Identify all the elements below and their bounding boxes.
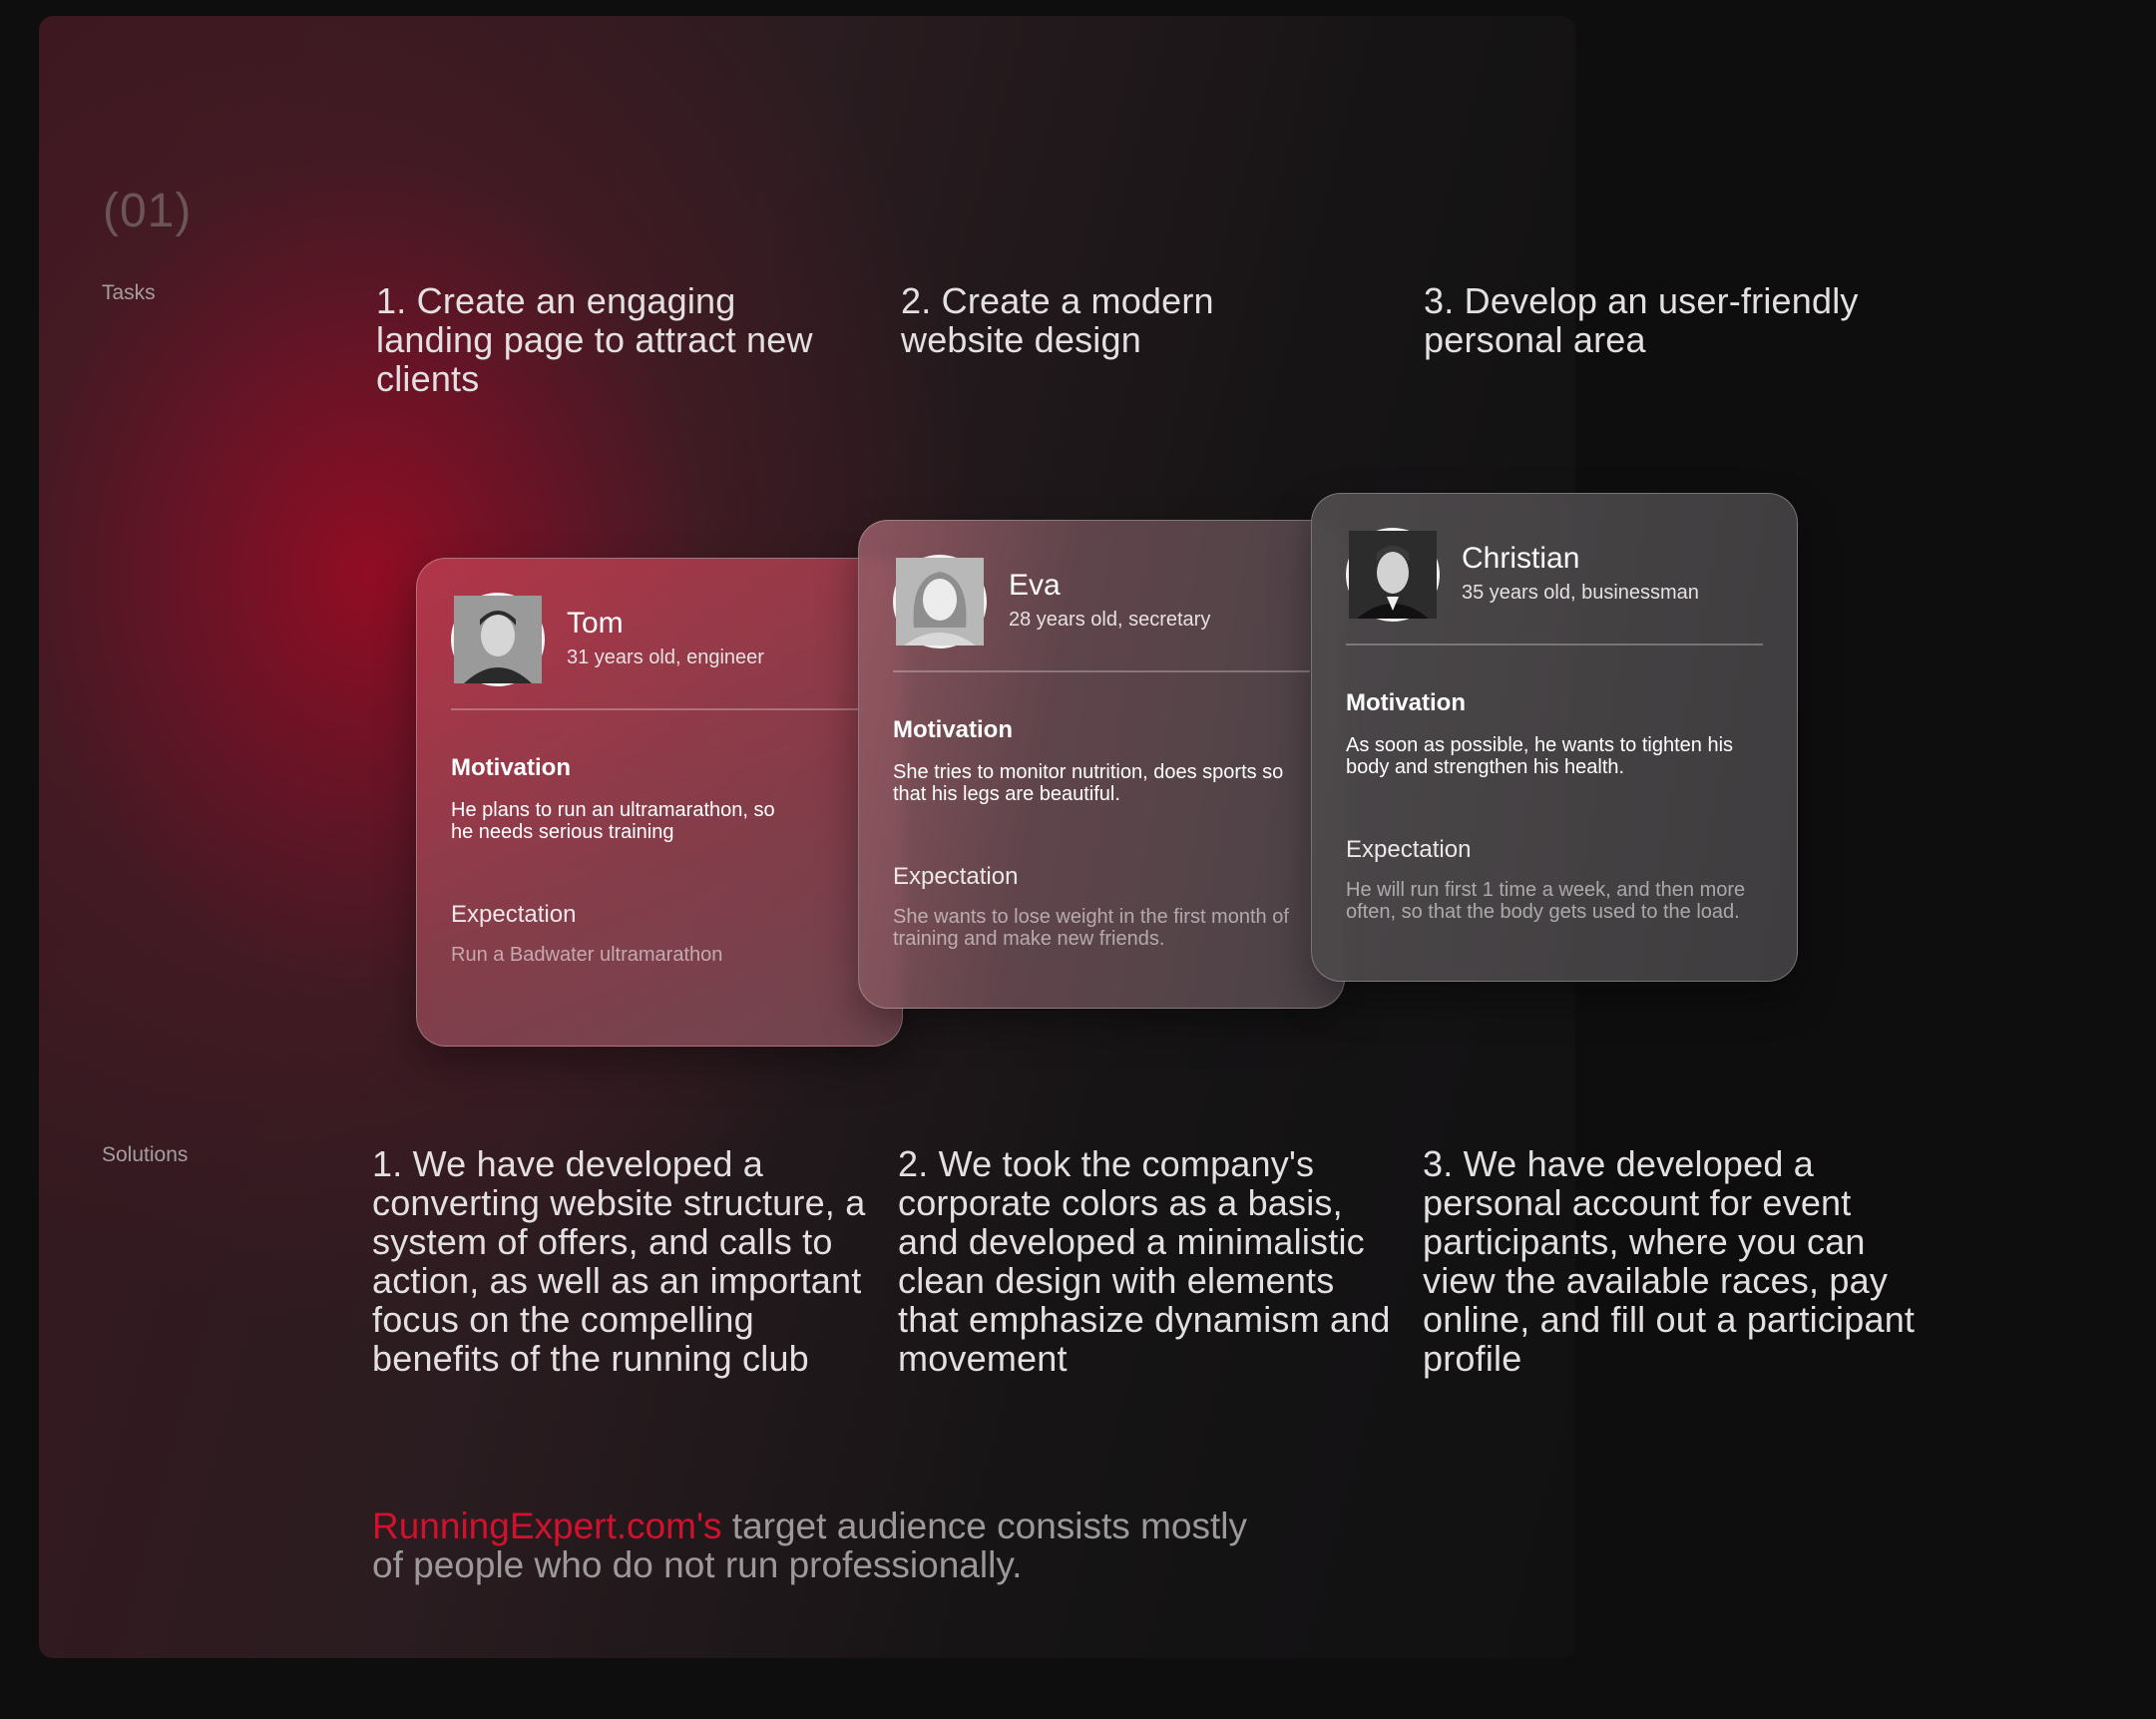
solution-2: 2. We took the company's corporate colors as a basis, and developed a minimalistic clean design with elements that emphasize dynamism and movement	[898, 1143, 1391, 1379]
avatar-christian	[1346, 528, 1440, 622]
task-1: 1. Create an engaging landing page to attract new clients	[376, 280, 813, 399]
expectation-title: Expectation	[451, 901, 577, 928]
task-3: 3. Develop an user-friendly personal area	[1424, 280, 1859, 360]
persona-name: Tom	[567, 607, 624, 640]
persona-name: Eva	[1009, 569, 1061, 602]
persona-name: Christian	[1462, 542, 1580, 575]
case-study-panel	[39, 16, 1916, 1658]
solutions-label: Solutions	[102, 1143, 189, 1166]
persona-meta: 35 years old, businessman	[1462, 582, 1699, 604]
expectation-text: Run a Badwater ultramarathon	[451, 944, 723, 966]
person-photo-icon	[454, 596, 542, 683]
persona-meta: 31 years old, engineer	[567, 646, 764, 668]
motivation-text: As soon as possible, he wants to tighten his body and strengthen his health.	[1346, 734, 1734, 778]
expectation-title: Expectation	[893, 863, 1019, 890]
person-photo-icon	[1349, 531, 1437, 619]
persona-meta: 28 years old, secretary	[1009, 609, 1211, 631]
persona-card-eva	[858, 520, 1345, 1009]
motivation-text: He plans to run an ultramarathon, so he needs serious training	[451, 799, 775, 843]
expectation-text: She wants to lose weight in the first month of training and make new friends.	[893, 906, 1289, 950]
divider	[451, 708, 868, 710]
audience-statement	[372, 1506, 1270, 1584]
motivation-title: Motivation	[893, 716, 1013, 743]
avatar-eva	[893, 555, 987, 648]
motivation-text: She tries to monitor nutrition, does sports so that his legs are beautiful.	[893, 761, 1284, 805]
expectation-text: He will run first 1 time a week, and then more often, so that the body gets used to the load.	[1346, 879, 1746, 923]
divider	[893, 670, 1310, 672]
tasks-label: Tasks	[102, 281, 156, 304]
motivation-title: Motivation	[1346, 689, 1466, 716]
audience-text: target audience consists mostly of people who do not run professionally.	[372, 1505, 1247, 1585]
solution-1: 1. We have developed a converting website structure, a system of offers, and calls to action, as well as an important focus on the compelling benefits of the running club	[372, 1143, 866, 1379]
person-photo-icon	[896, 558, 984, 645]
divider	[1346, 644, 1763, 645]
section-number: (01)	[103, 185, 193, 237]
expectation-title: Expectation	[1346, 836, 1472, 863]
avatar-tom	[451, 593, 545, 686]
persona-card-christian	[1311, 493, 1798, 982]
task-2: 2. Create a modern website design	[901, 280, 1214, 360]
motivation-title: Motivation	[451, 754, 571, 781]
persona-card-tom	[416, 558, 903, 1047]
brand-name: RunningExpert.com's	[372, 1505, 722, 1546]
solution-3: 3. We have developed a personal account for event participants, where you can view the available races, pay online, and fill out a participant profile	[1423, 1143, 1916, 1379]
